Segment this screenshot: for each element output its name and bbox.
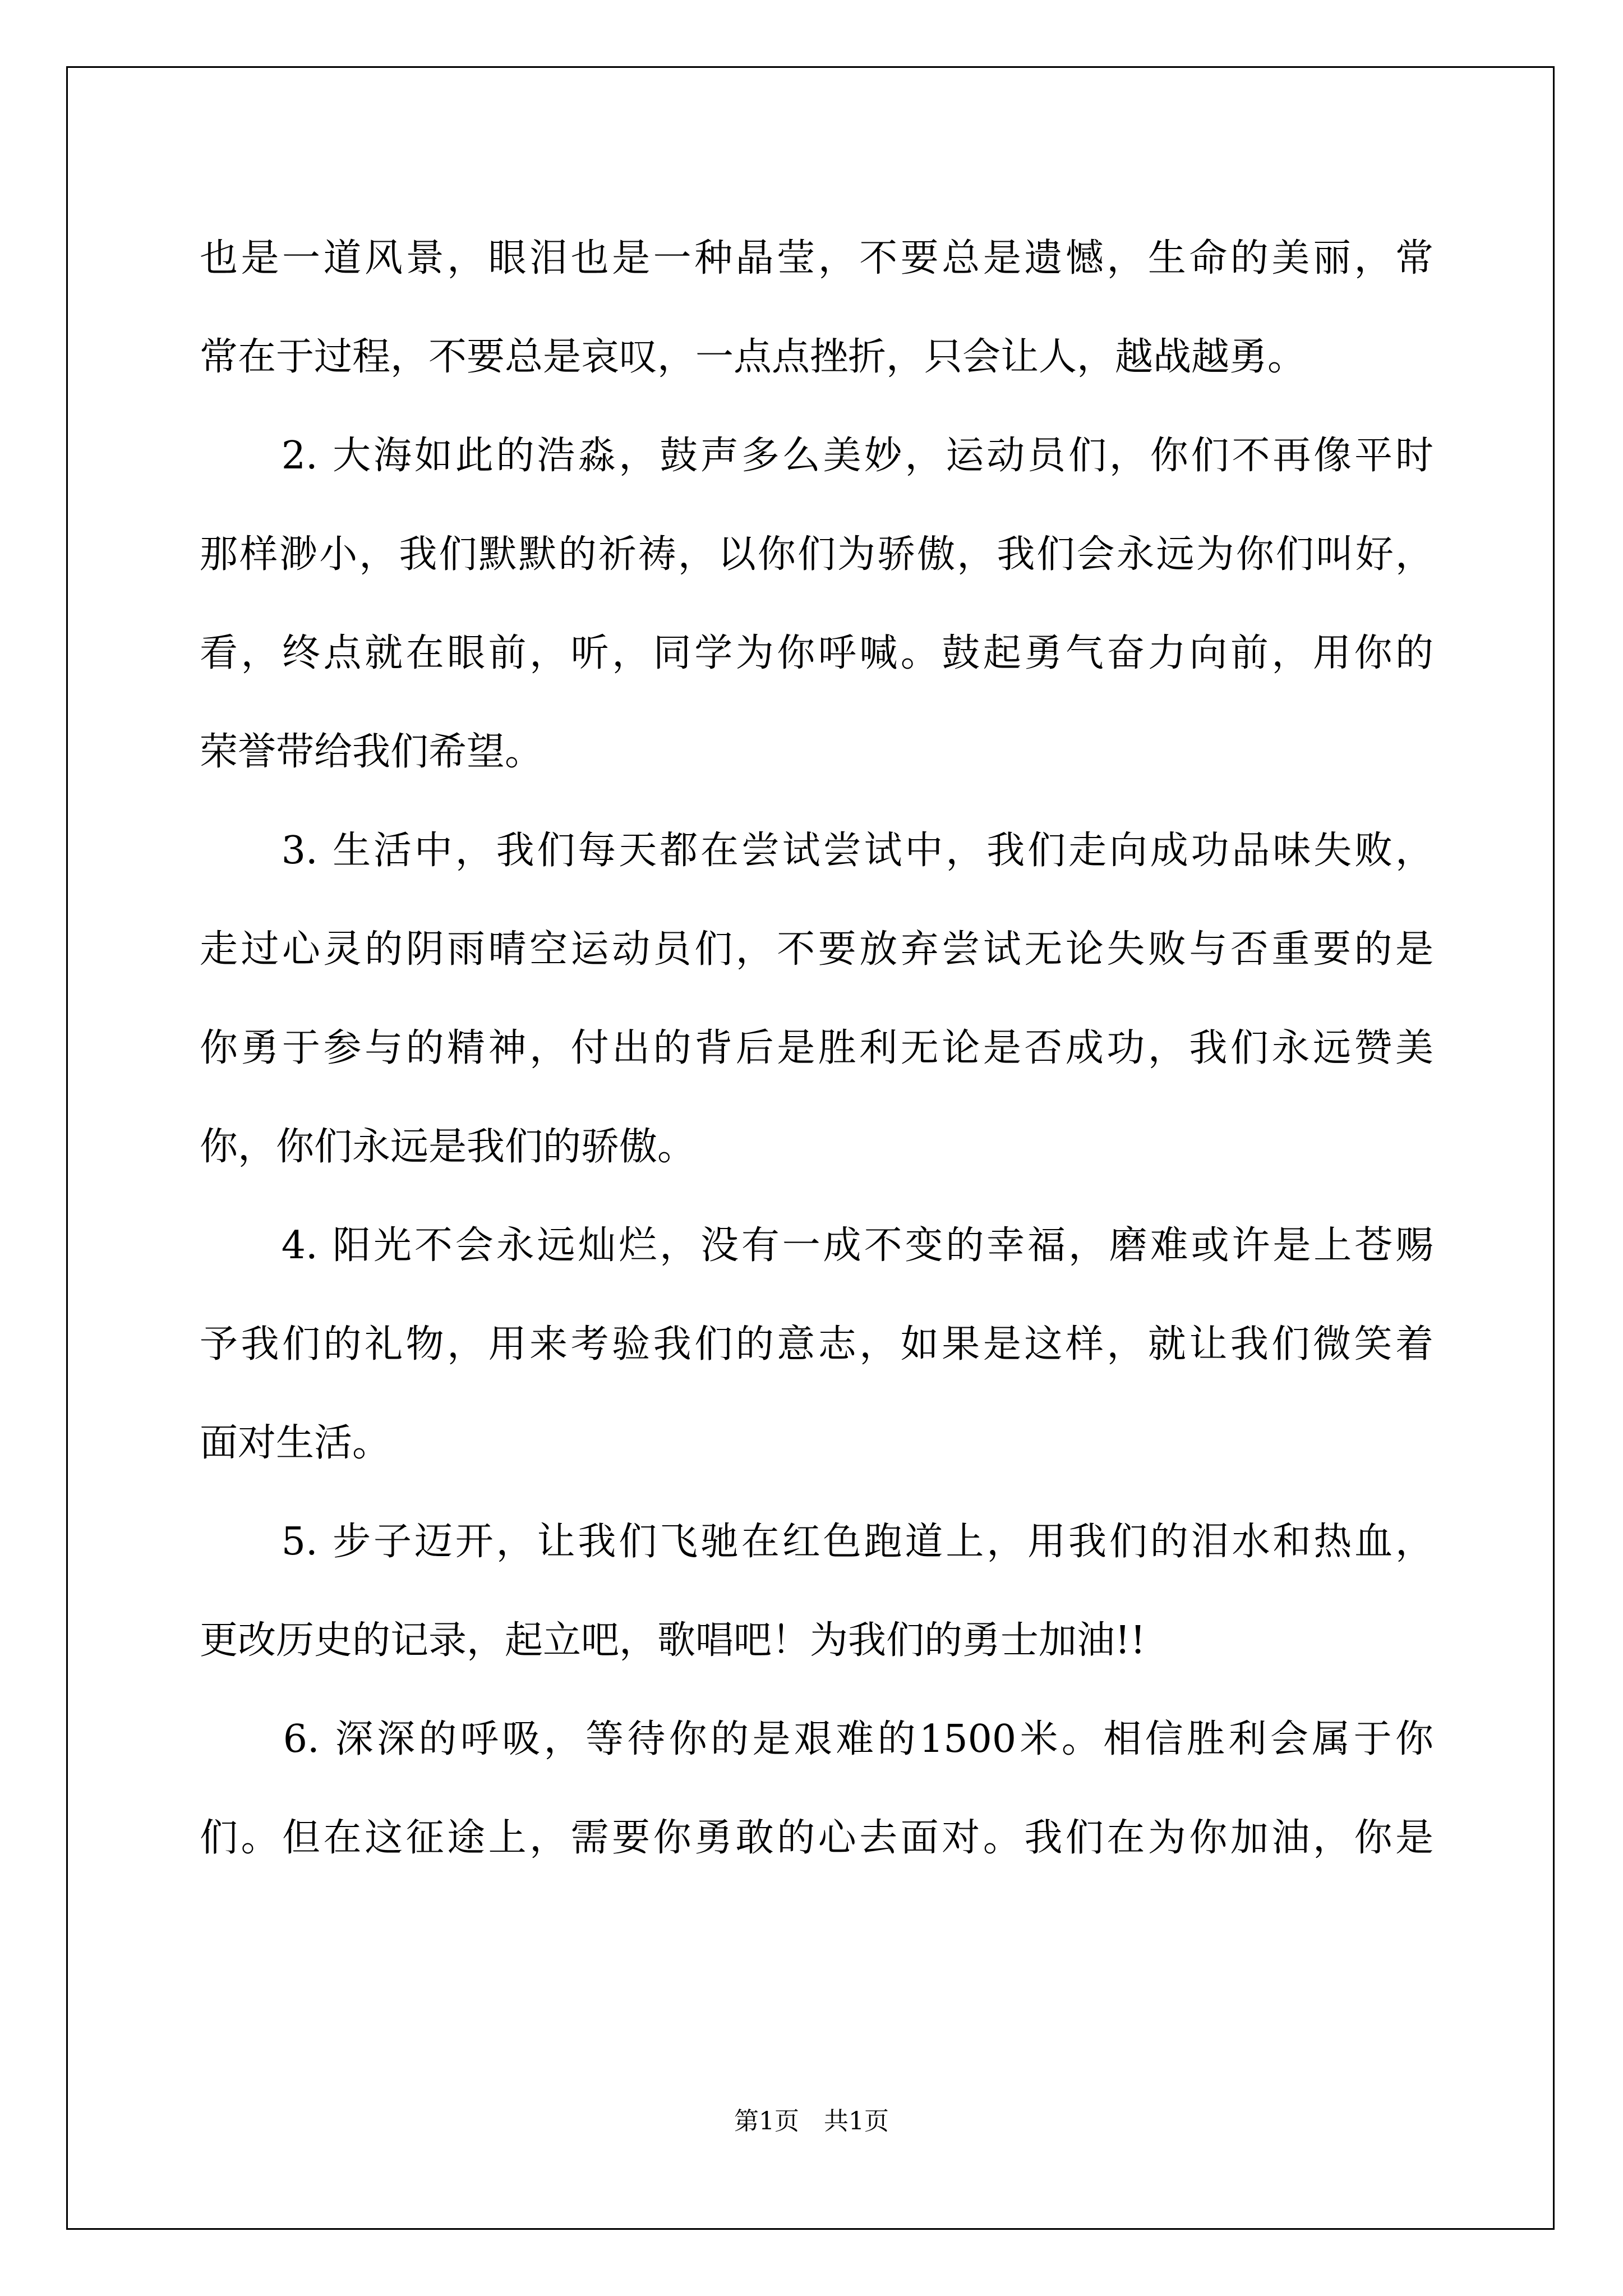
text-line: 4. 阳光不会永远灿烂，没有一成不变的幸福，磨难或许是上苍赐: [200, 1223, 1433, 1268]
page-footer: 第1页 共1页: [734, 2107, 889, 2136]
text-line: 面对生活。: [200, 1421, 391, 1465]
text-line: 也是一道风景，眼泪也是一种晶莹，不要总是遗憾，生命的美丽，常: [200, 236, 1433, 280]
text-line: 那样渺小，我们默默的祈祷，以你们为骄傲，我们会永远为你们叫好，: [200, 532, 1433, 577]
document-body: [200, 209, 1433, 1888]
text-line: 3. 生活中，我们每天都在尝试尝试中，我们走向成功品味失败，: [200, 829, 1433, 873]
text-line: 予我们的礼物，用来考验我们的意志，如果是这样，就让我们微笑着: [200, 1322, 1433, 1366]
text-line: 看，终点就在眼前，听，同学为你呼喊。鼓起勇气奋力向前，用你的: [200, 631, 1433, 675]
text-line: 们。但在这征途上，需要你勇敢的心去面对。我们在为你加油，你是: [200, 1816, 1433, 1860]
text-line: 5. 步子迈开，让我们飞驰在红色跑道上，用我们的泪水和热血，: [200, 1520, 1433, 1564]
text-line: 荣誉带给我们希望。: [200, 730, 543, 774]
text-line: 6. 深深的呼吸，等待你的是艰难的1500米。相信胜利会属于你: [200, 1717, 1433, 1761]
text-line: 2. 大海如此的浩淼，鼓声多么美妙，运动员们，你们不再像平时: [200, 434, 1433, 478]
text-line: 更改历史的记录，起立吧，歌唱吧！为我们的勇士加油!!: [200, 1618, 1146, 1663]
text-line: 你，你们永远是我们的骄傲。: [200, 1125, 696, 1169]
text-line: 走过心灵的阴雨晴空运动员们，不要放弃尝试无论失败与否重要的是: [200, 927, 1433, 972]
text-line: 你勇于参与的精神，付出的背后是胜利无论是否成功，我们永远赞美: [200, 1026, 1433, 1070]
text-line: 常在于过程，不要总是哀叹，一点点挫折，只会让人，越战越勇。: [200, 335, 1306, 379]
